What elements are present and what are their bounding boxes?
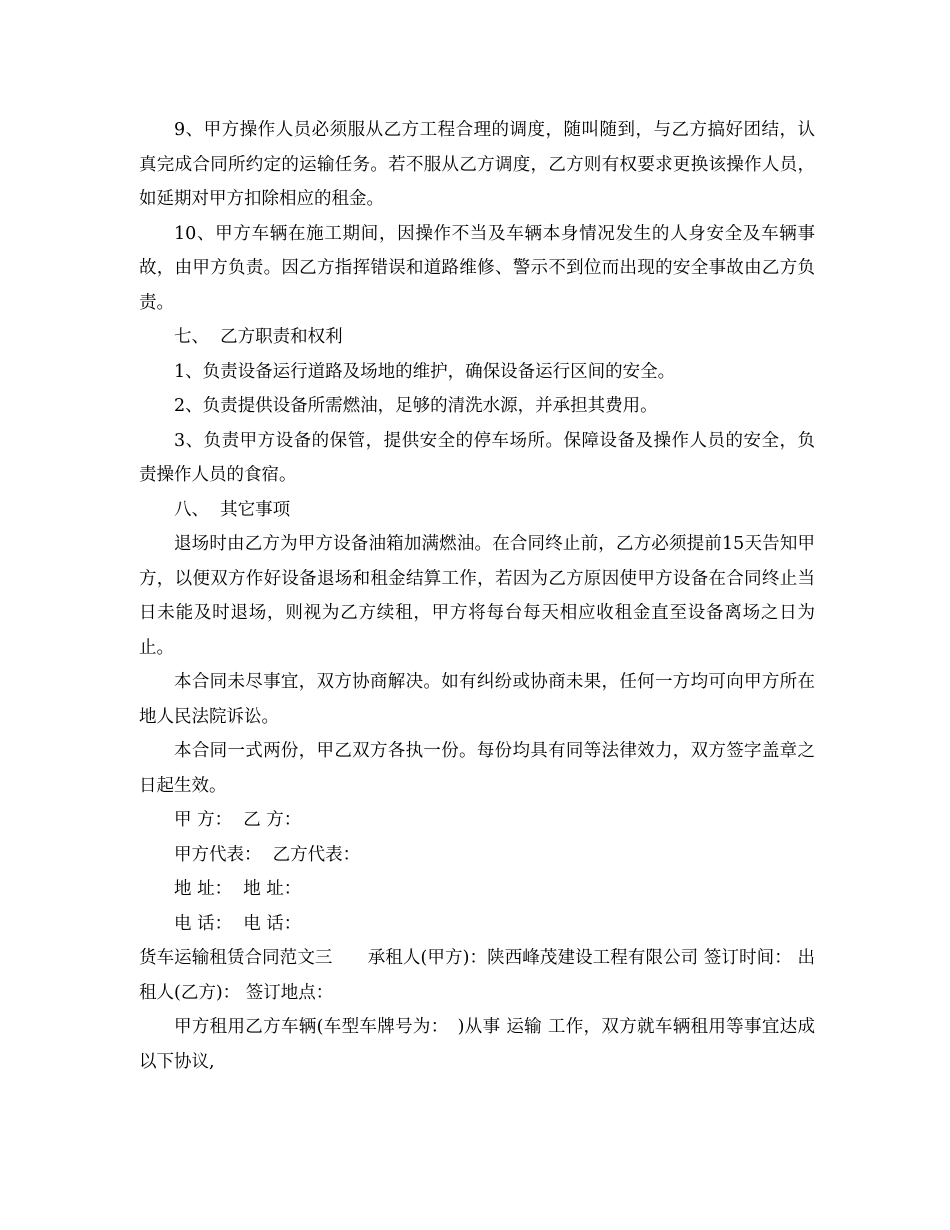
- paragraph-exit-refuel: 退场时由乙方为甲方设备油箱加满燃油。在合同终止前，乙方必须提前15天告知甲方，以便双方作好设备退场和租金结算工作，若因为乙方原因使甲方设备在合同终止当日未能及时退场，则视为乙方续租，甲方将每台每天相应收租金直至设备离场之日为止。: [139, 534, 815, 658]
- section-heading-other-matters: 八、 其它事项: [174, 499, 291, 520]
- paragraph-disputes: 本合同未尽事宜，双方协商解决。如有纠纷或协商未果，任何一方均可向甲方所在地人民法院诉讼。: [139, 672, 815, 727]
- paragraph-copies: 本合同一式两份，甲乙双方各执一份。每份均具有同等法律效力，双方签字盖章之日起生效。: [139, 741, 815, 796]
- signature-line-representatives: 甲方代表： 乙方代表：: [174, 844, 361, 865]
- paragraph-duty-3: 3、负责甲方设备的保管，提供安全的停车场所。保障设备及操作人员的安全，负责操作人员的食宿。: [139, 430, 815, 485]
- section-heading-party-b-duties: 七、 乙方职责和权利: [174, 327, 343, 347]
- paragraph-clause-9: 9、甲方操作人员必须服从乙方工程合理的调度，随叫随到，与乙方搞好团结，认真完成合同所约定的运输任务。若不服从乙方调度，乙方则有权要求更换该操作人员，如延期对甲方扣除相应的租金。: [139, 120, 815, 209]
- signature-line-phone: 电 话： 电 话：: [174, 913, 302, 934]
- signature-line-parties: 甲 方： 乙 方：: [174, 810, 302, 830]
- paragraph-rental-agreement: 甲方租用乙方车辆(车型车牌号为： )从事 运输 工作，双方就车辆租用等事宜达成以下协议,: [139, 1017, 815, 1072]
- paragraph-clause-10: 10、甲方车辆在施工期间，因操作不当及车辆本身情况发生的人身安全及车辆事故，由甲方负责。因乙方指挥错误和道路维修、警示不到位而出现的安全事故由乙方负责。: [139, 223, 815, 313]
- paragraph-contract-three-header: 货车运输租赁合同范文三 承租人(甲方)：陕西峰茂建设工程有限公司 签订时间： 出租人(乙方)： 签订地点：: [139, 948, 815, 1003]
- paragraph-duty-2: 2、负责提供设备所需燃油，足够的清洗水源，并承担其费用。: [174, 396, 658, 416]
- signature-line-address: 地 址： 地 址：: [174, 879, 302, 899]
- paragraph-duty-1: 1、负责设备运行道路及场地的维护，确保设备运行区间的安全。: [174, 361, 676, 382]
- document-body: [139, 113, 815, 1079]
